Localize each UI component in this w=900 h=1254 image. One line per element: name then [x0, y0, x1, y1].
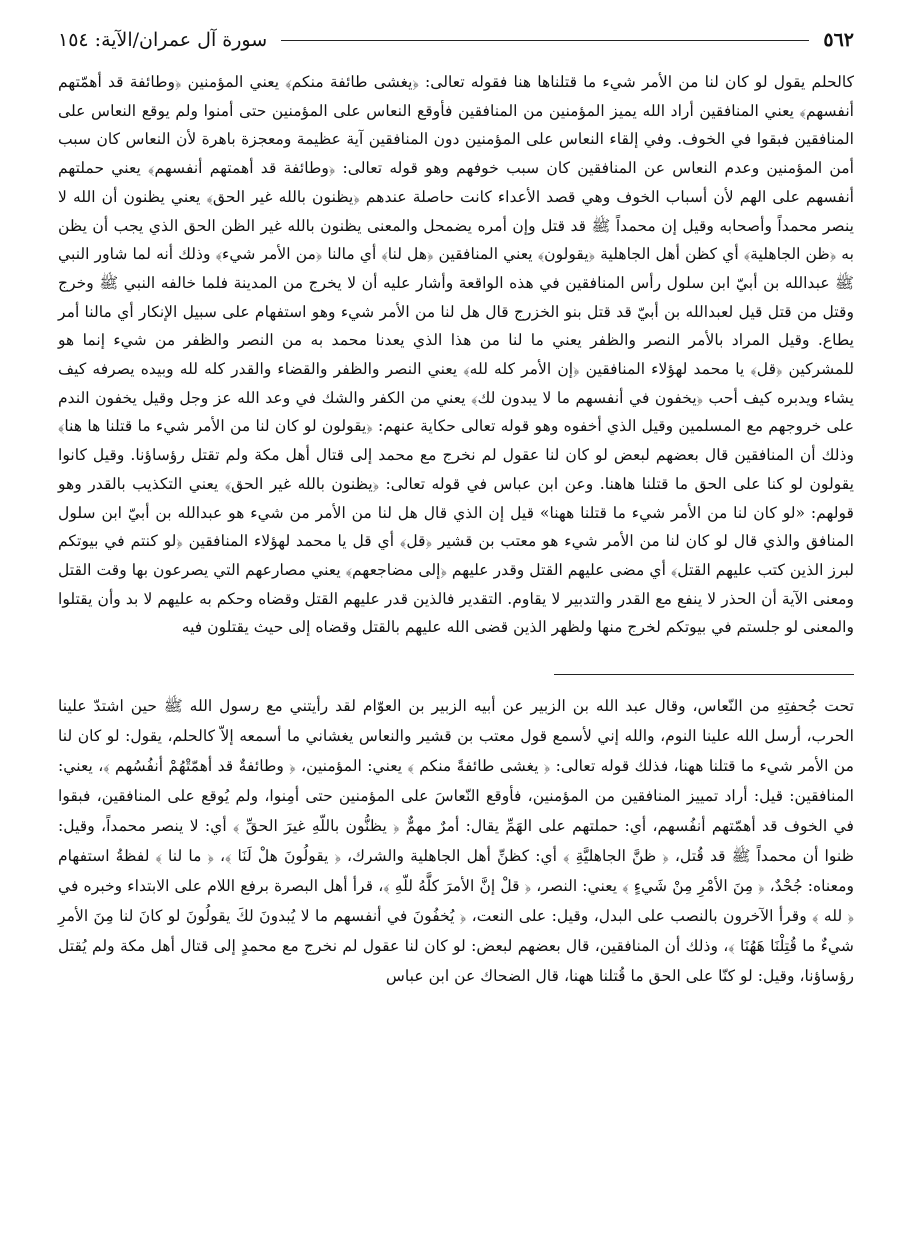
header-rule: [281, 40, 809, 41]
book-page: [58, 22, 854, 1242]
footnote-paragraph: تحت جُحفتِهِ من النّعاس، وقال عبد الله بن الزبير عن أبيه الزبير بن العوّام لقد رأيتني مع رسول الله ﷺ حين اشتدّ علينا الحرب، أرسل الله علينا النوم، والله إني لأسمع قول معتب بن قشير والنعاس يغشاني ما أسمعه إلاّ كالحلم، يقول: لو كان لنا من الأمر شيء ما قتلنا ههنا، فذلك قوله تعالى: ﴿ يغشى طائفةً منكم ﴾ يعني: المؤمنين، ﴿ وطائفةٌ قد أهمّتْهُمْ أنفُسُهم ﴾، يعني: المنافقين: قيل: أراد تمييز المنافقين من المؤمنين، فأوقع النّعاسَ على المؤمنين حتى أمِنوا، ولم يُوقع على المنافقين، فبقوا في الخوف قد أهمّتهم أنفُسهم، أي: حملتهم على الهَمِّ يقال: أمرٌ مهمٌّ ﴿ يظنُّون باللّهِ غيرَ الحقِّ ﴾ أي: لا ينصر محمداً، وقيل: ظنوا أن محمداً ﷺ قد قُتل، ﴿ ظنَّ الجاهليَّةِ ﴾ أي: كظنِّ أهل الجاهلية والشرك، ﴿ يقولُونَ هلْ لَنَا ﴾، ﴿ ما لنا ﴾ لفظةُ استفهام ومعناه: جُحْدٌ، ﴿ مِنَ الأمْرِ مِنْ شَيءٍ ﴾ يعني: النصر، ﴿ قلْ إنَّ الأمرَ كلَّهُ للّهِ ﴾، قرأ أهل البصرة برفع اللام على الابتداء وخبره في ﴿ لله ﴾ وقرأ الآخرون بالنصب على البدل، وقيل: على النعت، ﴿ يُخفُونَ في أنفسهم ما لا يُبدونَ لكَ يقولُونَ لو كانَ لنا مِنَ الأمرِ شيءٌ ما قُتِلْنَا هَهُنَا ﴾، وذلك أن المنافقين، قال بعضهم لبعض: لو كان لنا عقول لم نخرج مع محمدٍ إلى قتال أهل مكة ولم يُقتل رؤساؤنا، وقيل: لو كنّا على الحق ما قُتلنا ههنا، قال الضحاك عن ابن عباس: [58, 697, 854, 986]
surah-verse-label: سورة آل عمران/الآية: ١٥٤: [58, 29, 268, 51]
main-commentary-paragraph: كالحلم يقول لو كان لنا من الأمر شيء ما قتلناها هنا فقوله تعالى: ﴿يغشى طائفة منكم﴾ يعني المؤمنين ﴿وطائفة قد أهمّتهم أنفسهم﴾ يعني المنافقين أراد الله يميز المؤمنين من المنافقين فأوقع النعاس على المؤمنين حتى أمنوا ولم يوقع النعاس على المنافقين فبقوا في الخوف. وفي إلقاء النعاس على المؤمنين دون المنافقين آية عظيمة ومعجزة باهرة لأن النعاس كان سبب أمن المؤمنين وعدم النعاس عن المنافقين كان سبب خوفهم وهو قوله تعالى: ﴿وطائفة قد أهمتهم أنفسهم﴾ يعني حملتهم أنفسهم على الهم لأن أسباب الخوف وهي قصد الأعداء كانت حاصلة عندهم ﴿يظنون بالله غير الحق﴾ يعني يظنون أن الله لا ينصر محمداً وأصحابه وقيل إن محمداً ﷺ قد قتل وإن أمره يضمحل والمعنى يظنون بالله غير الظن الحق الذي يجب أن يظن به ﴿ظن الجاهلية﴾ أي كظن أهل الجاهلية ﴿يقولون﴾ يعني المنافقين ﴿هل لنا﴾ أي مالنا ﴿من الأمر شيء﴾ وذلك أنه لما شاور النبي ﷺ عبدالله بن أبيّ ابن سلول رأس المنافقين في هذه الواقعة وأشار عليه أن لا يخرج من المدينة فلما خالفه النبي ﷺ وخرج وقتل من قتل قيل لعبدالله بن أبيّ قد قتل بنو الخزرج قال هل لنا من الأمر شيء وهو استفهام على سبيل الإنكار أي مالنا أمر يطاع. وقيل المراد بالأمر النصر والظفر يعني ما لنا من هذا الذي يعدنا محمد به من النصر والظفر من شيء إنما هو للمشركين ﴿قل﴾ يا محمد لهؤلاء المنافقين ﴿إن الأمر كله لله﴾ يعني النصر والظفر والقضاء والقدر كله لله وبيده يصرفه كيف يشاء ويدبره كيف أحب ﴿يخفون في أنفسهم ما لا يبدون لك﴾ يعني من الكفر والشك في وعد الله عز وجل وقيل يخفون الندم على خروجهم مع المسلمين وقيل الذي أخفوه وهو قوله تعالى حكاية عنهم: ﴿يقولون لو كان لنا من الأمر شيء ما قتلنا ها هنا﴾ وذلك أن المنافقين قال بعضهم لبعض لو كان لنا عقول لم نخرج مع محمد إلى قتال أهل مكة ولم تقتل رؤساؤنا. وقيل كانوا يقولون لو كنا على الحق ما قتلنا هاهنا. وعن ابن عباس في قوله تعالى: ﴿يظنون بالله غير الحق﴾ يعني التكذيب بالقدر وهو قولهم: «لو كان لنا من الأمر شيء ما قتلنا ههنا» قيل إن الذي قال هل لنا من الأمر من شيء هو عبدالله بن أبيّ ابن سلول المنافق والذي قال لو كان لنا من الأمر شيء هو معتب بن قشير ﴿قل﴾ أي قل يا محمد لهؤلاء المنافقين ﴿لو كنتم في بيوتكم لبرز الذين كتب عليهم القتل﴾ أي مضى عليهم القتل وقدر عليهم ﴿إلى مضاجعهم﴾ يعني مصارعهم التي يصرعون بها وقت القتل ومعنى الآية أن الحذر لا ينفع مع القدر والتدبير لا يقاوم. التقدير فالذين قدر عليهم القتل وقضاه وحكم به عليهم لا بد وأن يقتلوا والمعنى لو جلستم في بيوتكم لخرج منها ولظهر الذين قضى الله عليهم بالقتل وقضاه إلى حيث يقتلون فيه: [58, 73, 854, 637]
running-header: [58, 22, 854, 58]
footnote-commentary-text: [58, 691, 854, 991]
main-commentary-text: [58, 68, 854, 642]
footnote-divider: [554, 674, 854, 675]
page-number: ٥٦٢: [823, 29, 854, 51]
